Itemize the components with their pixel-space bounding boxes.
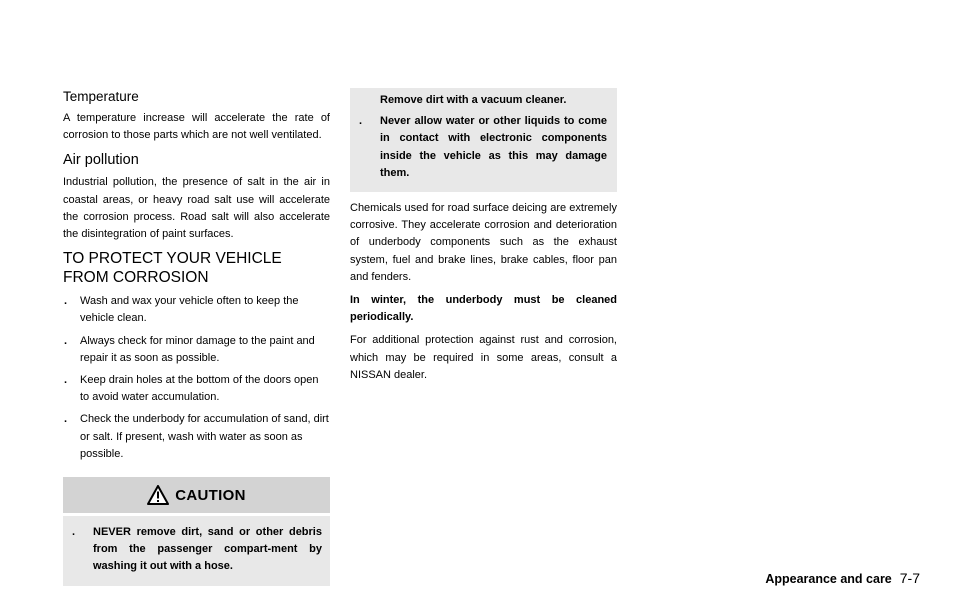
- additional-protection-text: For additional protection against rust and corrosion, which may be required in some areas, consult a NISSAN dealer.: [350, 334, 617, 381]
- caution-header: [63, 477, 330, 513]
- temperature-heading: Temperature: [63, 89, 139, 104]
- list-item: . NEVER remove dirt, sand or other debris from the passenger compart-ment by washing it out with a hose.: [72, 526, 322, 573]
- bullet-marker: .: [64, 413, 68, 426]
- bullet-marker: .: [72, 526, 76, 539]
- list-item: . Check the underbody for accumulation of sand, dirt or salt. If present, wash with water as soon as possible.: [64, 413, 329, 460]
- list-item: . Keep drain holes at the bottom of the doors open to avoid water accumulation.: [64, 374, 319, 404]
- temperature-text: A temperature increase will accelerate the rate of corrosion to those parts which are not well ventilated.: [63, 112, 330, 142]
- list-item: Remove dirt with a vacuum cleaner.: [380, 94, 567, 106]
- list-item: . Wash and wax your vehicle often to keep the vehicle clean.: [64, 295, 299, 325]
- caution-body: [63, 516, 330, 586]
- bullet-marker: .: [64, 295, 68, 308]
- protect-list: [63, 293, 330, 463]
- footer-section-title: Appearance and care: [765, 572, 892, 586]
- caution-body-continued: [350, 88, 617, 192]
- bullet-marker: .: [64, 374, 68, 387]
- bullet-marker: .: [64, 334, 68, 347]
- winter-text: In winter, the underbody must be cleaned periodically.: [350, 294, 617, 324]
- air-pollution-heading: Air pollution: [63, 152, 139, 169]
- page-number: 7-7: [899, 570, 920, 586]
- left-column: [63, 88, 330, 586]
- bullet-marker: .: [359, 115, 363, 128]
- page-footer: [765, 570, 920, 587]
- caution-title: CAUTION: [175, 486, 246, 504]
- air-pollution-text: Industrial pollution, the presence of salt in the air in coastal areas, or heavy road salt use will accelerate the corrosion process. Road salt will also accelerate the disintegration of paint surfaces.: [63, 176, 330, 241]
- right-column: [350, 88, 617, 390]
- list-item: . Always check for minor damage to the paint and repair it as soon as possible.: [64, 334, 315, 364]
- protect-heading: TO PROTECT YOUR VEHICLE FROM CORROSION: [63, 250, 282, 287]
- chemicals-text: Chemicals used for road surface deicing are extremely corrosive. They accelerate corrosion and deterioration of underbody components such as the exhaust system, fuel and brake lines, brake cables, floor pan and fenders.: [350, 202, 617, 283]
- list-item: . Never allow water or other liquids to come in contact with electronic components inside the vehicle as this may damage them.: [359, 115, 607, 179]
- warning-triangle-icon: [147, 485, 169, 505]
